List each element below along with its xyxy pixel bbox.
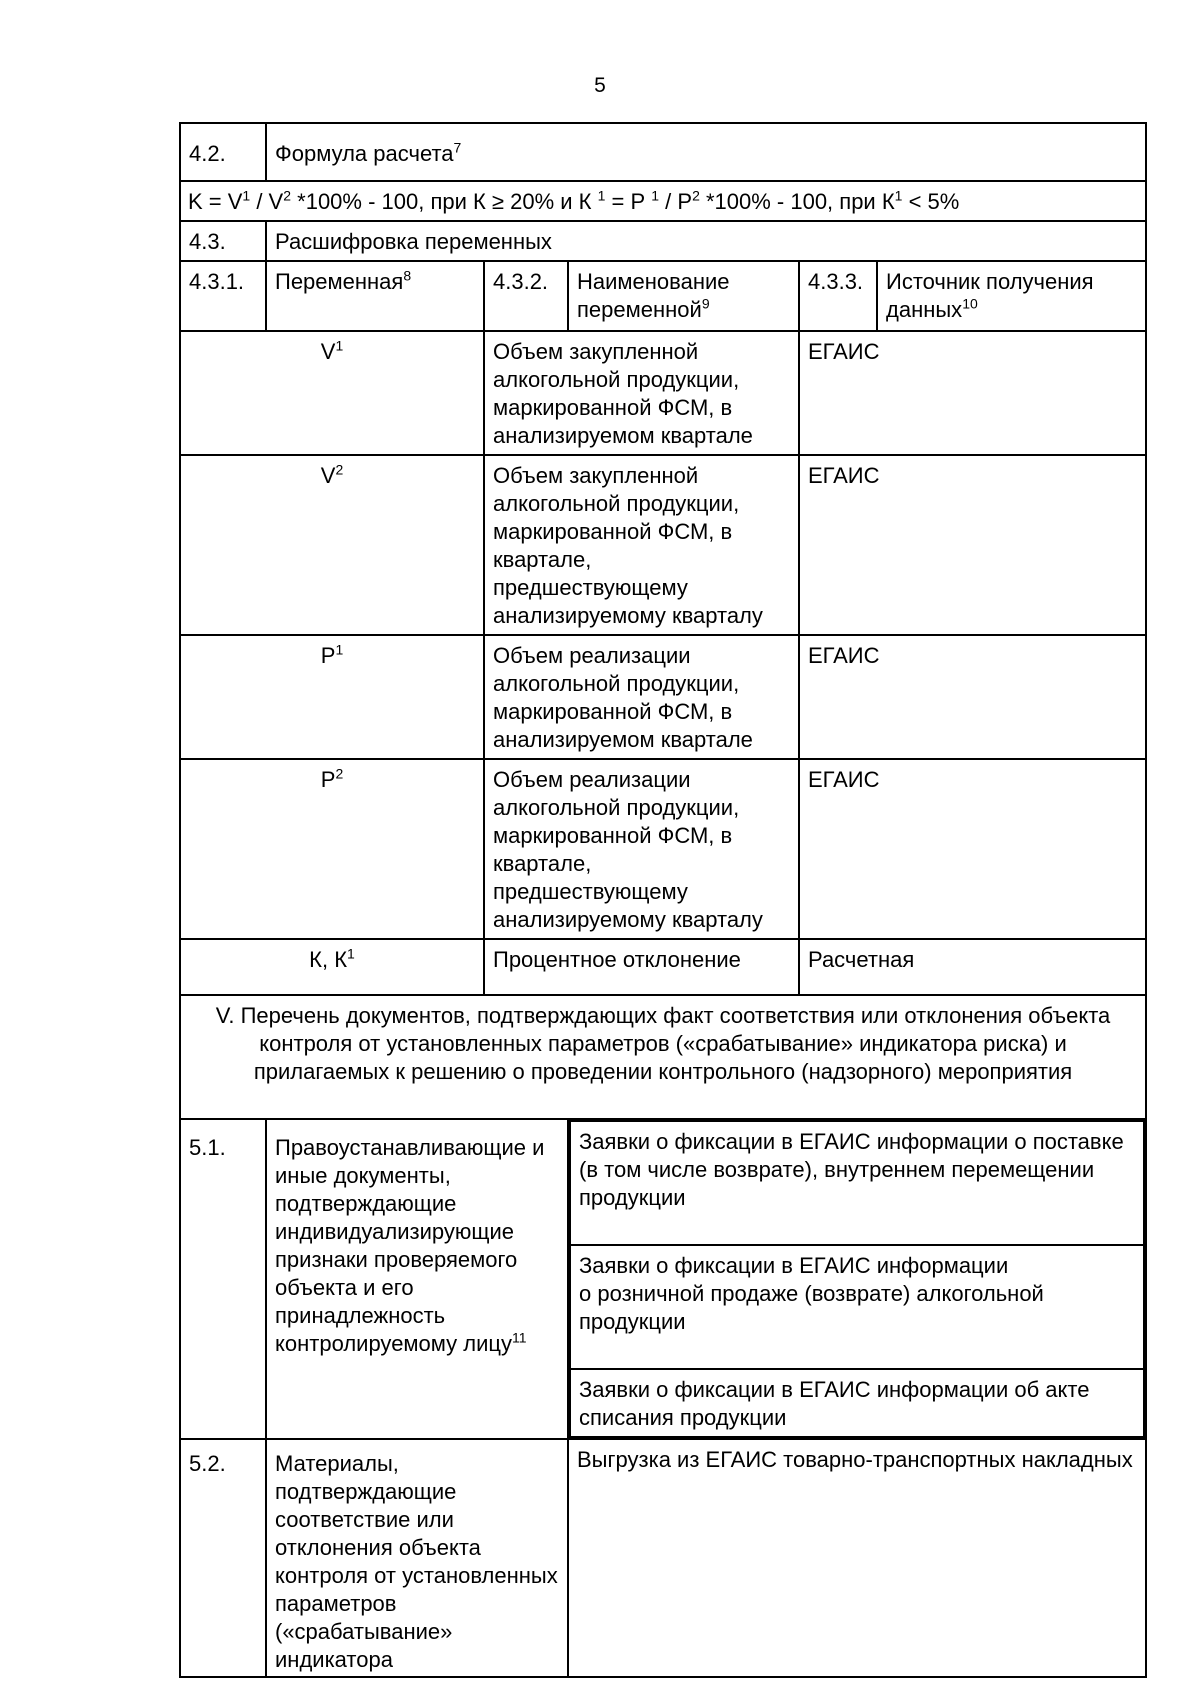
formula-sup: 1 [597, 187, 606, 204]
formula-sup: 2 [283, 187, 292, 204]
formula-cell [180, 181, 1146, 221]
formula-sup: 1 [242, 187, 251, 204]
formula-sup: 2 [692, 187, 700, 204]
doc-item: Заявки о фиксации в ЕГАИС информации об акте списания продукции [570, 1369, 1144, 1437]
variable-source: ЕГАИС [799, 759, 1146, 939]
variable-source: ЕГАИС [799, 331, 1146, 455]
section-v-heading-row [180, 995, 1146, 1119]
variable-row [180, 939, 1146, 995]
variable-source: ЕГАИС [799, 635, 1146, 759]
header-num-2: 4.3.2. [484, 261, 568, 331]
variable-name: Объем закупленной алкогольной продукции, маркированной ФСМ, в анализируемом квартале [484, 331, 799, 455]
formula-part: / Р [659, 189, 693, 214]
header-variable: Переменная [275, 269, 404, 294]
row-5-2-num: 5.2. [180, 1439, 266, 1677]
formula-sup: 1 [651, 187, 660, 204]
row-5-1-desc-cell [266, 1119, 568, 1439]
variable-symbol-cell [180, 331, 484, 455]
variable-sup: 2 [335, 765, 344, 782]
footnote-ref-10: 10 [962, 295, 978, 312]
footnote-ref-7: 7 [453, 139, 462, 156]
variable-row [180, 635, 1146, 759]
header-source-cell [877, 261, 1146, 331]
row-formula [180, 181, 1146, 221]
variables-header-row [180, 261, 1146, 331]
row-5-2-doc: Выгрузка из ЕГАИС товарно-транспортных накладных [568, 1439, 1146, 1677]
row-5-1 [180, 1119, 1146, 1439]
variable-symbol-cell [180, 635, 484, 759]
header-variable-cell [266, 261, 484, 331]
formula-part: *100% - 100, при К [699, 189, 895, 214]
variable-symbol: Р [320, 643, 336, 668]
doc-item: Заявки о фиксации в ЕГАИС информации о поставке (в том числе возврате), внутреннем перемещении продукции [570, 1121, 1144, 1245]
header-source: Источник получения данных [886, 269, 1094, 322]
variable-name: Процентное отклонение [484, 939, 799, 995]
row-5-2-desc: Материалы, подтверждающие соответствие или отклонения объекта контроля от установленных параметров («срабатывание» индикатора [266, 1439, 568, 1677]
row-4-2-label-cell [266, 123, 1146, 181]
variable-name: Объем реализации алкогольной продукции, маркированной ФСМ, в анализируемом квартале [484, 635, 799, 759]
formula-part: K = V [188, 189, 243, 214]
header-num-3: 4.3.3. [799, 261, 877, 331]
row-4-2-num: 4.2. [180, 123, 266, 181]
header-name-cell [568, 261, 799, 331]
section-v-heading: V. Перечень документов, подтверждающих факт соответствия или отклонения объекта контроля от установленных параметров («срабатывание» индикатора риска) и прилагаемых к решению о проведении контрольного (надзорного) мероприятия [180, 995, 1146, 1119]
footnote-ref-11: 11 [512, 1329, 527, 1346]
header-num-1: 4.3.1. [180, 261, 266, 331]
row-5-1-docs [569, 1120, 1145, 1438]
variable-row [180, 455, 1146, 635]
variable-sup: 1 [335, 641, 344, 658]
header-name: Наименование переменной [577, 269, 730, 322]
variable-sup: 2 [335, 461, 344, 478]
row-5-2 [180, 1439, 1146, 1677]
variable-sup: 1 [347, 945, 355, 962]
formula-sup: 1 [894, 187, 903, 204]
variable-source: ЕГАИС [799, 455, 1146, 635]
row-4-3-num: 4.3. [180, 221, 266, 261]
row-5-1-desc: Правоустанавливающие и иные документы, подтверждающие индивидуализирующие признаки проверяемого объекта и его принадлежность контролируемому лицу [275, 1135, 545, 1356]
footnote-ref-9: 9 [701, 295, 710, 312]
variable-name: Объем закупленной алкогольной продукции, маркированной ФСМ, в квартале, предшествующему анализируемому кварталу [484, 455, 799, 635]
variable-source: Расчетная [799, 939, 1146, 995]
variable-name: Объем реализации алкогольной продукции, маркированной ФСМ, в квартале, предшествующему анализируемому кварталу [484, 759, 799, 939]
formula-part: < 5% [902, 189, 960, 214]
variable-row [180, 759, 1146, 939]
formula-part: / V [250, 189, 284, 214]
footnote-ref-8: 8 [403, 267, 412, 284]
doc-item: Заявки о фиксации в ЕГАИС информации о розничной продаже (возврате) алкогольной продукции [570, 1245, 1144, 1369]
row-5-1-docs-cell [568, 1119, 1146, 1439]
variable-symbol: К, К [309, 947, 348, 972]
formula-part: = Р [605, 189, 652, 214]
variable-symbol-cell [180, 939, 484, 995]
indicator-table [179, 122, 1147, 1678]
formula-part: *100% - 100, при К ≥ 20% и К [291, 189, 598, 214]
row-4-3 [180, 221, 1146, 261]
row-4-2 [180, 123, 1146, 181]
variable-sup: 1 [335, 337, 344, 354]
variable-symbol: V [320, 339, 336, 364]
variable-symbol: Р [320, 767, 336, 792]
variable-row [180, 331, 1146, 455]
row-5-1-num: 5.1. [180, 1119, 266, 1439]
variable-symbol-cell [180, 759, 484, 939]
row-4-2-label: Формула расчета [275, 141, 454, 166]
variable-symbol: V [320, 463, 336, 488]
variable-symbol-cell [180, 455, 484, 635]
row-4-3-label: Расшифровка переменных [266, 221, 1146, 261]
page-number: 5 [594, 74, 606, 97]
